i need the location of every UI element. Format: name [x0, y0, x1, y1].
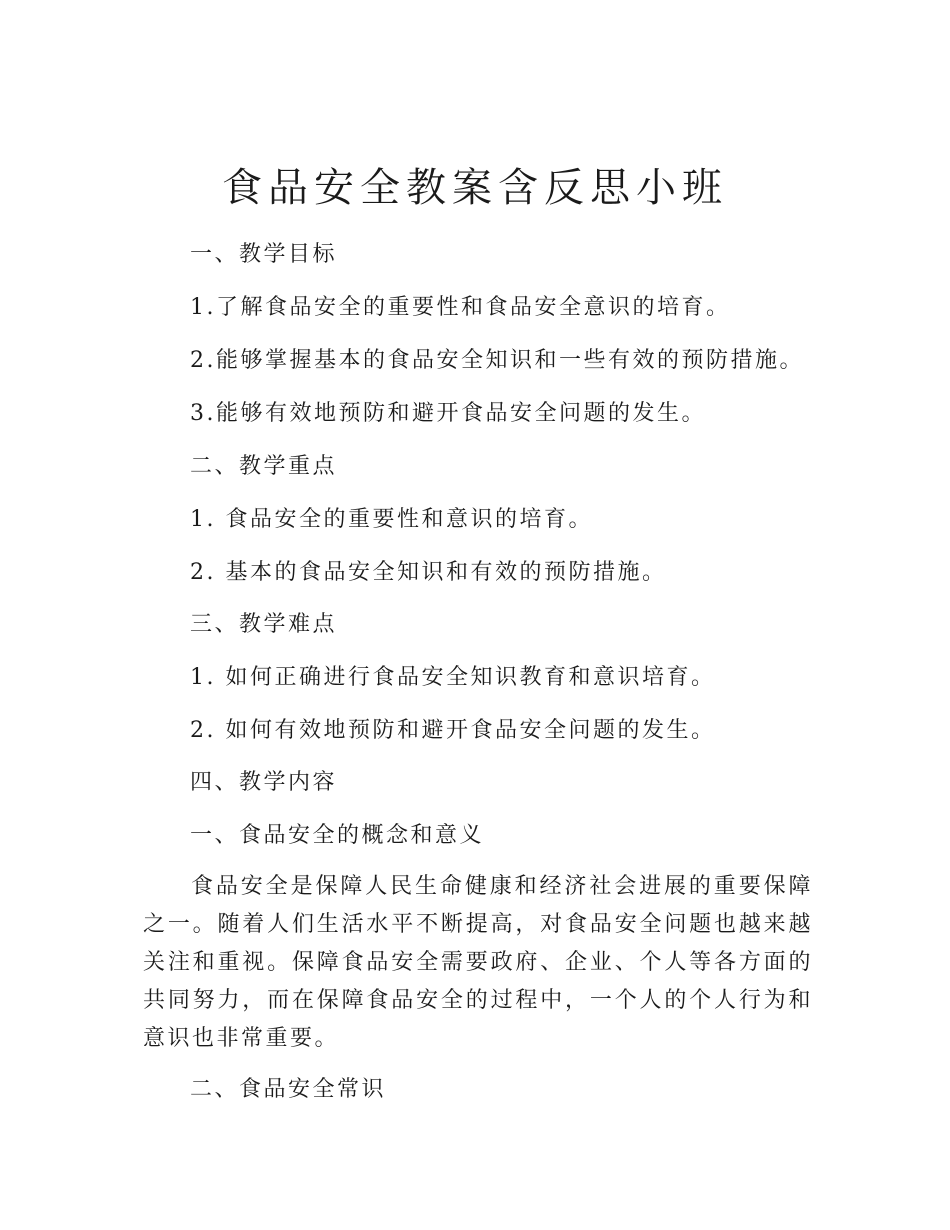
- objective-item-1: 1.了解食品安全的重要性和食品安全意识的培育。: [190, 295, 731, 320]
- objective-item-2: 2.能够掌握基本的食品安全知识和一些有效的预防措施。: [190, 348, 804, 373]
- document-title: 食品安全教案含反思小班: [222, 165, 728, 211]
- objective-item-3: 3.能够有效地预防和避开食品安全问题的发生。: [190, 401, 706, 426]
- section-heading-key-points: 二、教学重点: [190, 454, 338, 479]
- key-point-item-1: 1. 食品安全的重要性和意识的培育。: [190, 507, 593, 532]
- section-heading-difficulties: 三、教学难点: [190, 612, 338, 637]
- difficulty-item-2: 2. 如何有效地预防和避开食品安全问题的发生。: [190, 718, 716, 743]
- subsection-heading-common-knowledge: 二、食品安全常识: [190, 1077, 387, 1102]
- difficulty-item-1: 1. 如何正确进行食品安全知识教育和意识培育。: [190, 665, 716, 690]
- section-heading-content: 四、教学内容: [190, 770, 338, 795]
- key-point-item-2: 2. 基本的食品安全知识和有效的预防措施。: [190, 560, 667, 585]
- subsection-heading-concept: 一、食品安全的概念和意义: [190, 823, 485, 848]
- body-paragraph: 食品安全是保障人民生命健康和经济社会进展的重要保障之一。随着人们生活水平不断提高，对食品安全问题也越来越关注和重视。保障食品安全需要政府、企业、个人等各方面的共同努力，而在保障食品安全的过程中，一个人的个人行为和意识也非常重要。: [143, 874, 813, 1051]
- section-heading-objectives: 一、教学目标: [190, 242, 338, 267]
